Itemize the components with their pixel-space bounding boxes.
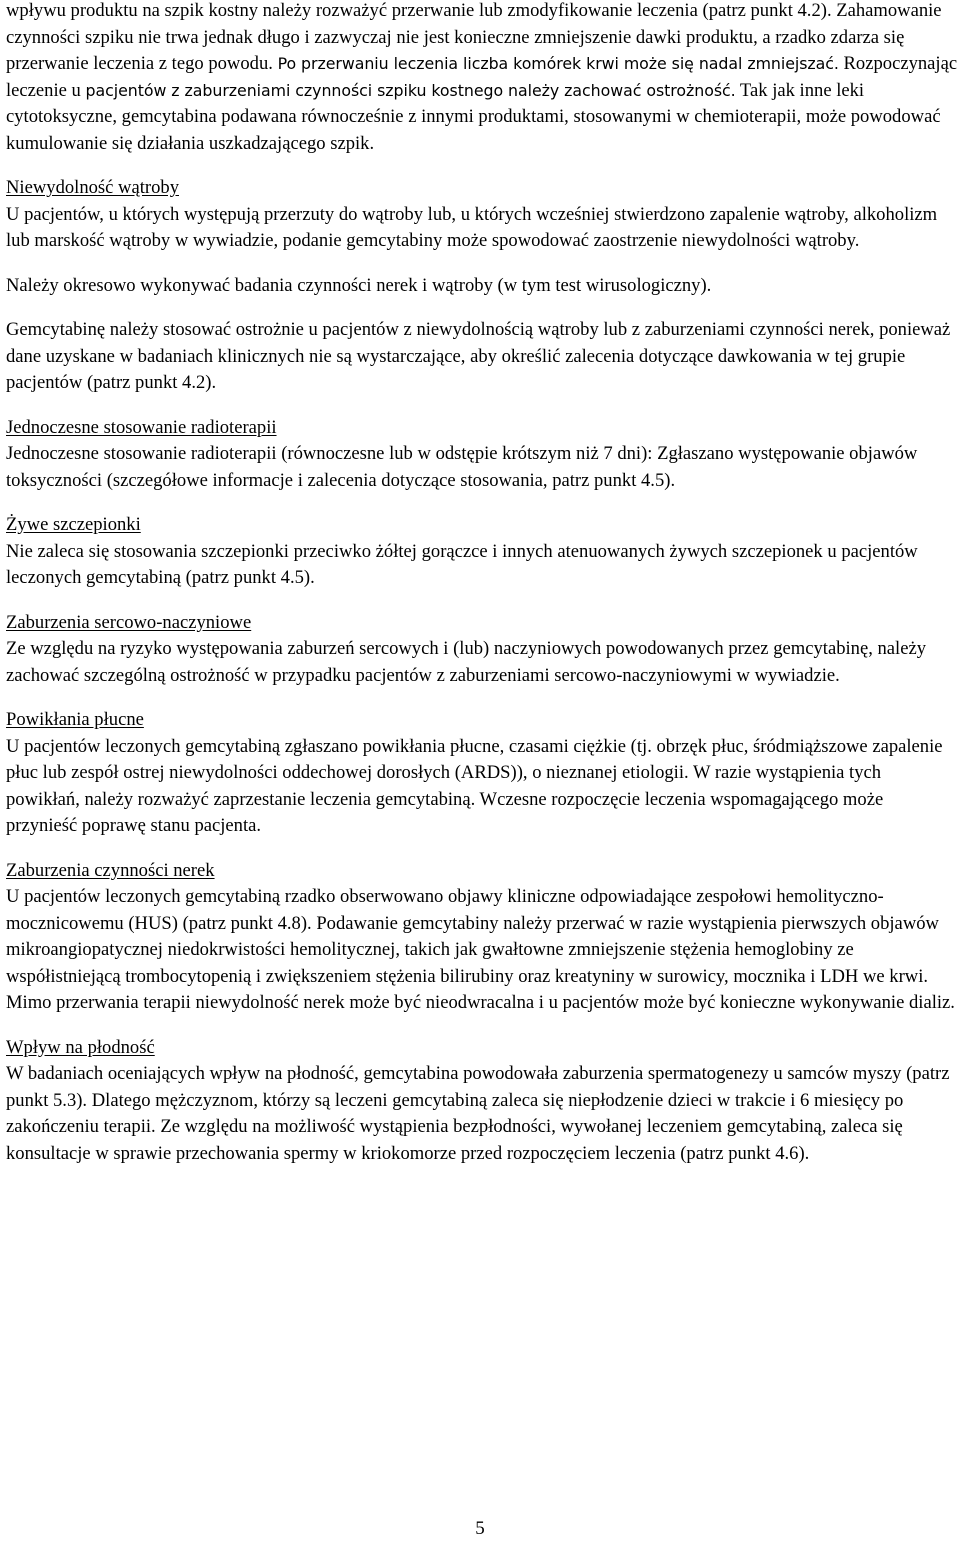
- intro-sans-sentence-2: pacjentów z zaburzeniami czynności szpiku kostnego należy zachować ostrożność.: [85, 80, 736, 100]
- section-body: W badaniach oceniających wpływ na płodność, gemcytabina powodowała zaburzenia spermatogenezy u samców myszy (patrz punkt 5.3). Dlatego mężczyznom, którzy są leczeni gemcytabiną zaleca się niepłodzenie dzieci w trakcie i 6 miesięcy po zakończeniu terapii. Ze względu na możliwość wystąpienia bezpłodności, wywołanej leczeniem gemcytabiną, zaleca się konsultacje w sprawie przechowania spermy w kriokomorze przed rozpoczęciem leczenia (patrz punkt 4.6).: [6, 1063, 950, 1164]
- section-heading: Wpływ na płodność: [6, 1036, 155, 1058]
- section-body: Należy okresowo wykonywać badania czynności nerek i wątroby (w tym test wirusologiczny).: [6, 274, 712, 296]
- section-heading: Żywe szczepionki: [6, 514, 141, 535]
- section-body: U pacjentów leczonych gemcytabiną zgłaszano powikłania płucne, czasami ciężkie (tj. obrzęk płuc, śródmiąższowe zapalenie płuc lub zespół ostrej niewydolności oddechowej dorosłych (ARDS)), o nieznanej etiologii. W razie wystąpienia tych powikłań, należy rozważyć zaprzestanie leczenia gemcytabiną. Wczesne rozpoczęcie leczenia wspomagającego może przynieść poprawę stanu pacjenta.: [6, 735, 943, 836]
- section-body: Jednoczesne stosowanie radioterapii (równoczesne lub w odstępie krótszym niż 7 dni): Zgłaszano występowanie objawów toksyczności (szczegółowe informacje i zalecenia dotyczące stosowania, patrz punkt 4.5).: [6, 443, 918, 491]
- section-radiotherapy: [6, 415, 958, 495]
- intro-serif-lead: wpływu produktu na szpik kostny należy rozważyć przerwanie lub zmodyfikowanie leczenia (patrz punkt 4.2). Zahamowanie czynności szpiku nie trwa jednak długo i zazwyczaj nie jest konieczne zmniejszenie dawki produktu, a rzadko zdarza się przerwanie leczenia z tego powodu.: [6, 0, 942, 74]
- section-pulmonary: [6, 707, 958, 840]
- section-body: Gemcytabinę należy stosować ostrożnie u pacjentów z niewydolnością wątroby lub z zaburzeniami czynności nerek, ponieważ dane uzyskane w badaniach klinicznych nie są wystarczające, aby określić zalecenia dotyczące dawkowania w tej grupie pacjentów (patrz punkt 4.2).: [6, 319, 951, 393]
- section-fertility: [6, 1035, 958, 1168]
- section-heading: Powikłania płucne: [6, 709, 144, 730]
- intro-serif-tail: Tak jak inne leki cytotoksyczne, gemcytabina podawana równocześnie z innymi produktami, stosowanymi w chemioterapii, może powodować kumulowanie się działania uszkadzającego szpik.: [6, 79, 941, 154]
- intro-sans-sentence-1: Po przerwaniu leczenia liczba komórek krwi może się nadal zmniejszać.: [277, 54, 839, 73]
- section-body: U pacjentów, u których występują przerzuty do wątroby lub, u których wcześniej stwierdzono zapalenie wątroby, alkoholizm lub marskość wątroby w wywiadzie, podanie gemcytabiny może spowodować zaostrzenie niewydolności wątroby.: [6, 203, 938, 251]
- section-caution: [6, 317, 958, 397]
- section-body: Ze względu na ryzyko występowania zaburzeń sercowych i (lub) naczyniowych powodowanych przez gemcytabinę, należy zachować szczególną ostrożność w przypadku pacjentów z zaburzeniami sercowo-naczyniowymi w wywiadzie.: [6, 638, 927, 686]
- section-liver-failure: [6, 175, 958, 255]
- section-renal: [6, 858, 958, 1017]
- section-heading: Zaburzenia czynności nerek: [6, 859, 215, 881]
- section-heading: Jednoczesne stosowanie radioterapii: [6, 416, 277, 438]
- section-body: U pacjentów leczonych gemcytabiną rzadko obserwowano objawy kliniczne odpowiadające zespołowi hemolityczno-mocznicowemu (HUS) (patrz punkt 4.8). Podawanie gemcytabiny należy przerwać w razie wystąpienia pierwszych objawów mikroangiopatycznej niedokrwistości hemolitycznej, takich jak gwałtowne zmniejszenie stężenia hemoglobiny ze współistniejącą trombocytopenią i zwiększeniem stężenia bilirubiny oraz kreatyniny w surowicy, mocznika i LDH we krwi. Mimo przerwania terapii niewydolność nerek może być nieodwracalna i u pacjentów może być konieczne wykonywanie dializ.: [6, 886, 955, 1013]
- section-live-vaccines: [6, 512, 958, 592]
- section-heading: Zaburzenia sercowo-naczyniowe: [6, 611, 252, 633]
- section-cardiovascular: [6, 610, 958, 690]
- intro-paragraph: [6, 0, 958, 157]
- section-body: Nie zaleca się stosowania szczepionki przeciwko żółtej gorączce i innych atenuowanych żywych szczepionek u pacjentów leczonych gemcytabiną (patrz punkt 4.5).: [6, 540, 918, 588]
- page-number: 5: [475, 1518, 485, 1539]
- section-heading: Niewydolność wątroby: [6, 177, 179, 198]
- document-page: [6, 0, 958, 1185]
- intro-serif-mid: Rozpoczynając leczenie u: [6, 53, 958, 101]
- section-monitoring: [6, 273, 958, 300]
